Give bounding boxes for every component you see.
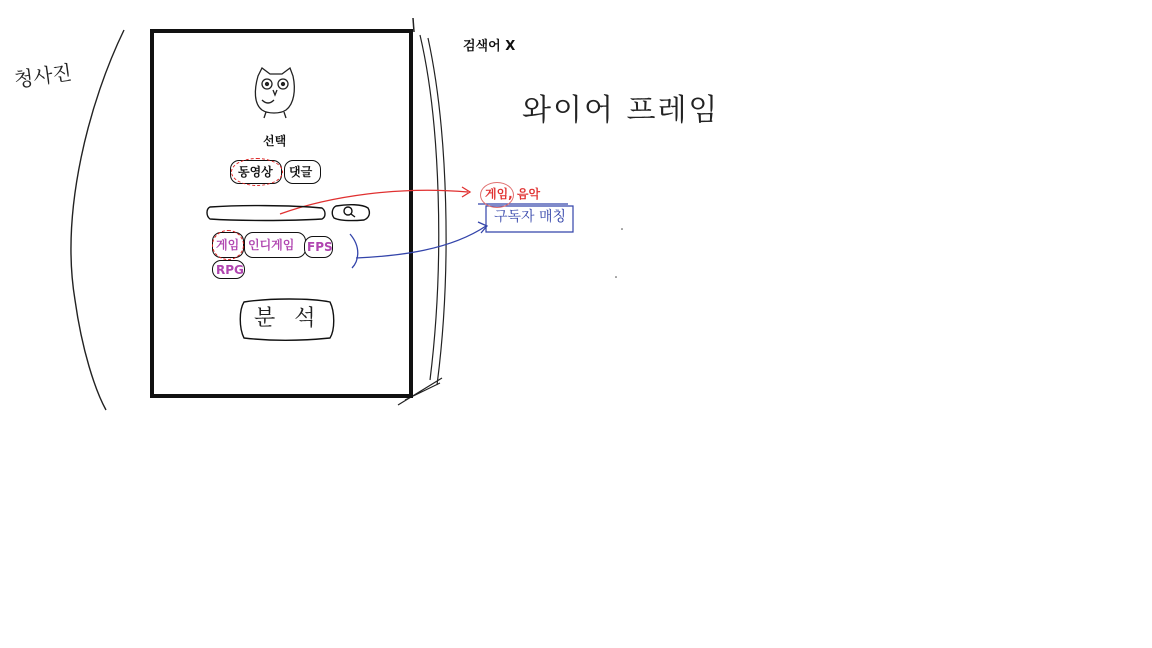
blue-arrow-line xyxy=(350,226,486,268)
option-comment-label: 댓글 xyxy=(289,165,313,179)
left-curve-bracket xyxy=(71,30,124,410)
bottom-hatch xyxy=(398,378,442,405)
blueprint-label: 청사진 xyxy=(12,60,74,92)
popup-game-highlight xyxy=(480,182,514,208)
wireframe-label: 와이어 프레임 xyxy=(522,93,720,128)
right-curve-line-2 xyxy=(428,38,446,385)
option-comment-button[interactable] xyxy=(284,160,321,184)
tag-fps-label: FPS xyxy=(307,240,333,254)
select-label: 선택 xyxy=(263,134,287,148)
tag-rpg[interactable] xyxy=(212,260,245,279)
tag-game-label: 게임 xyxy=(216,238,240,252)
tag-fps[interactable] xyxy=(304,236,333,258)
option-video-highlight xyxy=(231,158,283,186)
tag-indie-game-label: 인디게임 xyxy=(248,238,295,252)
popup-subtitle: 구독자 매칭 xyxy=(494,209,567,225)
search-button[interactable] xyxy=(333,205,370,221)
dot-2 xyxy=(615,276,617,278)
option-video-label: 동영상 xyxy=(238,165,273,179)
tag-indie-game[interactable] xyxy=(244,232,306,258)
tag-rpg-label: RPG xyxy=(216,263,244,277)
right-curve-line-1 xyxy=(420,35,439,380)
search-input[interactable] xyxy=(212,208,320,218)
analyze-button[interactable] xyxy=(242,300,334,340)
search-term-note: 검색어 X xyxy=(463,39,516,54)
tag-game-highlight xyxy=(212,230,244,260)
owl-icon xyxy=(255,68,294,118)
analyze-button-label: 분 석 xyxy=(254,306,322,331)
top-tick xyxy=(413,18,414,32)
popup-categories: 게임, 음악 xyxy=(485,187,541,201)
dot-1 xyxy=(621,228,623,230)
